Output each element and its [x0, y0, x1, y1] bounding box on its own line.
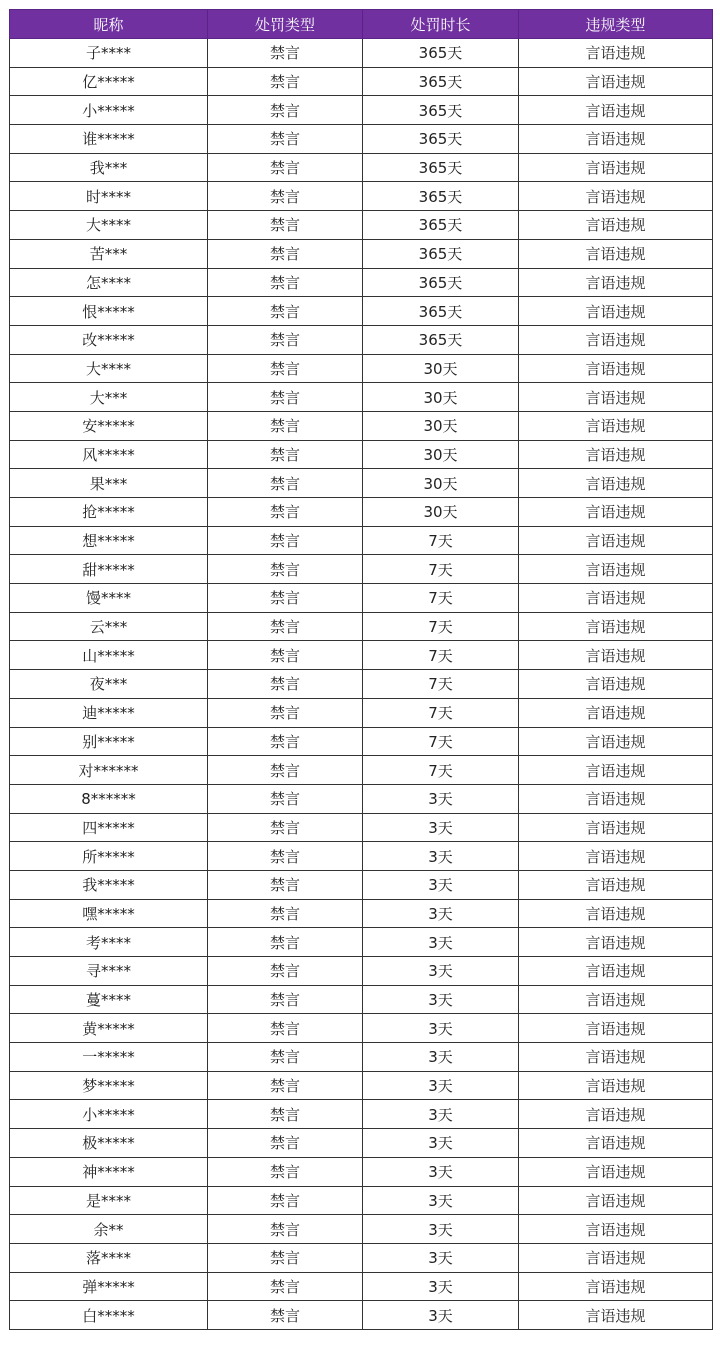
penalty-type-cell: 禁言 [208, 1215, 363, 1244]
nickname-cell: 对****** [10, 756, 208, 785]
penalty-duration-cell: 7天 [363, 555, 519, 584]
nickname-cell: 极***** [10, 1129, 208, 1158]
violation-type-cell: 言语违规 [519, 498, 713, 527]
violation-type-cell: 言语违规 [519, 239, 713, 268]
penalty-type-cell: 禁言 [208, 727, 363, 756]
nickname-cell: 神***** [10, 1157, 208, 1186]
table-row [10, 698, 713, 727]
table-row [10, 182, 713, 211]
violation-type-cell: 言语违规 [519, 440, 713, 469]
nickname-cell: 迪***** [10, 698, 208, 727]
penalty-type-cell: 禁言 [208, 526, 363, 555]
table-body [10, 39, 713, 1330]
penalty-type-cell: 禁言 [208, 411, 363, 440]
violation-type-cell: 言语违规 [519, 411, 713, 440]
table-row [10, 1272, 713, 1301]
violation-type-cell: 言语违规 [519, 325, 713, 354]
nickname-cell: 果*** [10, 469, 208, 498]
violation-type-cell: 言语违规 [519, 756, 713, 785]
penalty-duration-cell: 365天 [363, 67, 519, 96]
table-row [10, 325, 713, 354]
penalty-duration-cell: 3天 [363, 928, 519, 957]
penalty-duration-cell: 3天 [363, 1014, 519, 1043]
penalty-type-cell: 禁言 [208, 1186, 363, 1215]
penalty-duration-cell: 30天 [363, 440, 519, 469]
violation-type-cell: 言语违规 [519, 1043, 713, 1072]
violation-type-cell: 言语违规 [519, 1186, 713, 1215]
nickname-cell: 白***** [10, 1301, 208, 1330]
penalty-duration-cell: 365天 [363, 297, 519, 326]
penalty-type-cell: 禁言 [208, 1100, 363, 1129]
violation-type-cell: 言语违规 [519, 957, 713, 986]
penalty-type-cell: 禁言 [208, 125, 363, 154]
violation-type-cell: 言语违规 [519, 928, 713, 957]
penalty-duration-cell: 7天 [363, 670, 519, 699]
violation-type-cell: 言语违规 [519, 67, 713, 96]
table-row [10, 670, 713, 699]
penalty-type-cell: 禁言 [208, 1157, 363, 1186]
nickname-cell: 我***** [10, 870, 208, 899]
nickname-cell: 8****** [10, 784, 208, 813]
nickname-cell: 小***** [10, 1100, 208, 1129]
penalty-type-cell: 禁言 [208, 354, 363, 383]
table-row [10, 1243, 713, 1272]
violation-type-cell: 言语违规 [519, 1100, 713, 1129]
penalty-duration-cell: 365天 [363, 182, 519, 211]
violation-type-cell: 言语违规 [519, 1014, 713, 1043]
table-row [10, 784, 713, 813]
table-row [10, 526, 713, 555]
nickname-cell: 大*** [10, 383, 208, 412]
penalty-duration-cell: 30天 [363, 383, 519, 412]
penalty-type-cell: 禁言 [208, 239, 363, 268]
nickname-cell: 苦*** [10, 239, 208, 268]
nickname-cell: 黄***** [10, 1014, 208, 1043]
penalty-duration-cell: 365天 [363, 125, 519, 154]
nickname-cell: 大**** [10, 211, 208, 240]
table-row [10, 842, 713, 871]
penalty-type-cell: 禁言 [208, 39, 363, 68]
table-row [10, 354, 713, 383]
violation-type-cell: 言语违规 [519, 584, 713, 613]
table-row [10, 469, 713, 498]
nickname-cell: 一***** [10, 1043, 208, 1072]
violation-type-cell: 言语违规 [519, 784, 713, 813]
penalty-duration-cell: 365天 [363, 211, 519, 240]
penalty-type-cell: 禁言 [208, 383, 363, 412]
nickname-cell: 馒**** [10, 584, 208, 613]
penalty-type-cell: 禁言 [208, 268, 363, 297]
penalty-type-cell: 禁言 [208, 469, 363, 498]
header-penalty-type: 处罚类型 [208, 10, 363, 39]
violation-type-cell: 言语违规 [519, 813, 713, 842]
penalty-duration-cell: 7天 [363, 584, 519, 613]
nickname-cell: 嘿***** [10, 899, 208, 928]
table-row [10, 297, 713, 326]
penalty-duration-cell: 3天 [363, 1129, 519, 1158]
nickname-cell: 山***** [10, 641, 208, 670]
table-row [10, 153, 713, 182]
nickname-cell: 落**** [10, 1243, 208, 1272]
header-nickname: 昵称 [10, 10, 208, 39]
table-row [10, 612, 713, 641]
penalty-type-cell: 禁言 [208, 1243, 363, 1272]
violation-type-cell: 言语违规 [519, 1301, 713, 1330]
nickname-cell: 甜***** [10, 555, 208, 584]
violation-type-cell: 言语违规 [519, 96, 713, 125]
penalty-duration-cell: 3天 [363, 1043, 519, 1072]
nickname-cell: 四***** [10, 813, 208, 842]
table-row [10, 957, 713, 986]
table-row [10, 985, 713, 1014]
nickname-cell: 亿***** [10, 67, 208, 96]
violation-type-cell: 言语违规 [519, 670, 713, 699]
nickname-cell: 云*** [10, 612, 208, 641]
penalty-duration-cell: 365天 [363, 39, 519, 68]
table-row [10, 1157, 713, 1186]
penalty-type-cell: 禁言 [208, 928, 363, 957]
penalty-duration-cell: 7天 [363, 526, 519, 555]
penalty-type-cell: 禁言 [208, 842, 363, 871]
penalty-duration-cell: 3天 [363, 784, 519, 813]
penalty-duration-cell: 30天 [363, 354, 519, 383]
table-header-row [10, 10, 713, 39]
penalty-duration-cell: 3天 [363, 842, 519, 871]
violation-type-cell: 言语违规 [519, 1157, 713, 1186]
penalty-type-cell: 禁言 [208, 325, 363, 354]
penalty-type-cell: 禁言 [208, 1071, 363, 1100]
table-row [10, 125, 713, 154]
penalty-duration-cell: 365天 [363, 268, 519, 297]
table-row [10, 727, 713, 756]
table-row [10, 813, 713, 842]
nickname-cell: 大**** [10, 354, 208, 383]
header-violation-type: 违规类型 [519, 10, 713, 39]
nickname-cell: 别***** [10, 727, 208, 756]
penalty-type-cell: 禁言 [208, 899, 363, 928]
header-penalty-duration: 处罚时长 [363, 10, 519, 39]
penalty-type-cell: 禁言 [208, 1129, 363, 1158]
penalty-type-cell: 禁言 [208, 670, 363, 699]
violation-type-cell: 言语违规 [519, 641, 713, 670]
violation-type-cell: 言语违规 [519, 354, 713, 383]
violation-type-cell: 言语违规 [519, 526, 713, 555]
penalty-type-cell: 禁言 [208, 67, 363, 96]
violation-type-cell: 言语违规 [519, 1243, 713, 1272]
penalty-type-cell: 禁言 [208, 1014, 363, 1043]
penalty-type-cell: 禁言 [208, 182, 363, 211]
table-row [10, 96, 713, 125]
penalty-duration-cell: 3天 [363, 1301, 519, 1330]
penalty-type-cell: 禁言 [208, 957, 363, 986]
violation-type-cell: 言语违规 [519, 1071, 713, 1100]
table-row [10, 1186, 713, 1215]
penalty-type-cell: 禁言 [208, 211, 363, 240]
violation-type-cell: 言语违规 [519, 125, 713, 154]
penalty-type-cell: 禁言 [208, 1043, 363, 1072]
penalty-duration-cell: 3天 [363, 1186, 519, 1215]
table-row [10, 440, 713, 469]
table-row [10, 383, 713, 412]
violation-type-cell: 言语违规 [519, 469, 713, 498]
violation-type-cell: 言语违规 [519, 211, 713, 240]
nickname-cell: 抢***** [10, 498, 208, 527]
nickname-cell: 弹***** [10, 1272, 208, 1301]
penalty-type-cell: 禁言 [208, 985, 363, 1014]
penalty-duration-cell: 3天 [363, 1157, 519, 1186]
penalty-duration-cell: 7天 [363, 641, 519, 670]
penalty-duration-cell: 3天 [363, 957, 519, 986]
violation-type-cell: 言语违规 [519, 1272, 713, 1301]
nickname-cell: 想***** [10, 526, 208, 555]
table-row [10, 239, 713, 268]
table-row [10, 39, 713, 68]
table-row [10, 928, 713, 957]
violation-type-cell: 言语违规 [519, 870, 713, 899]
violation-type-cell: 言语违规 [519, 268, 713, 297]
nickname-cell: 所***** [10, 842, 208, 871]
penalty-type-cell: 禁言 [208, 784, 363, 813]
penalty-type-cell: 禁言 [208, 498, 363, 527]
table-row [10, 67, 713, 96]
penalty-duration-cell: 30天 [363, 469, 519, 498]
penalty-duration-cell: 30天 [363, 498, 519, 527]
nickname-cell: 夜*** [10, 670, 208, 699]
penalty-type-cell: 禁言 [208, 1272, 363, 1301]
penalty-duration-cell: 3天 [363, 813, 519, 842]
table-row [10, 1100, 713, 1129]
penalty-type-cell: 禁言 [208, 1301, 363, 1330]
table-row [10, 555, 713, 584]
nickname-cell: 我*** [10, 153, 208, 182]
violation-type-cell: 言语违规 [519, 842, 713, 871]
violation-type-cell: 言语违规 [519, 899, 713, 928]
penalty-duration-cell: 3天 [363, 899, 519, 928]
table-row [10, 1071, 713, 1100]
penalty-type-cell: 禁言 [208, 153, 363, 182]
penalty-duration-cell: 365天 [363, 325, 519, 354]
violation-type-cell: 言语违规 [519, 727, 713, 756]
penalty-duration-cell: 365天 [363, 239, 519, 268]
penalty-duration-cell: 3天 [363, 1100, 519, 1129]
table-row [10, 1043, 713, 1072]
penalty-duration-cell: 7天 [363, 727, 519, 756]
violation-type-cell: 言语违规 [519, 297, 713, 326]
violation-type-cell: 言语违规 [519, 985, 713, 1014]
violation-type-cell: 言语违规 [519, 383, 713, 412]
violation-type-cell: 言语违规 [519, 182, 713, 211]
nickname-cell: 寻**** [10, 957, 208, 986]
penalty-duration-cell: 3天 [363, 1243, 519, 1272]
penalty-type-cell: 禁言 [208, 584, 363, 613]
penalty-type-cell: 禁言 [208, 612, 363, 641]
penalty-duration-cell: 3天 [363, 870, 519, 899]
table-row [10, 756, 713, 785]
penalty-duration-cell: 7天 [363, 698, 519, 727]
table-row [10, 1215, 713, 1244]
nickname-cell: 子**** [10, 39, 208, 68]
penalty-type-cell: 禁言 [208, 756, 363, 785]
nickname-cell: 时**** [10, 182, 208, 211]
violation-type-cell: 言语违规 [519, 698, 713, 727]
nickname-cell: 考**** [10, 928, 208, 957]
table-row [10, 584, 713, 613]
penalty-type-cell: 禁言 [208, 440, 363, 469]
penalty-table [9, 9, 713, 1330]
penalty-type-cell: 禁言 [208, 641, 363, 670]
table-row [10, 899, 713, 928]
nickname-cell: 风***** [10, 440, 208, 469]
nickname-cell: 恨***** [10, 297, 208, 326]
penalty-duration-cell: 7天 [363, 756, 519, 785]
nickname-cell: 余** [10, 1215, 208, 1244]
nickname-cell: 怎**** [10, 268, 208, 297]
table-row [10, 498, 713, 527]
penalty-type-cell: 禁言 [208, 870, 363, 899]
penalty-type-cell: 禁言 [208, 698, 363, 727]
table-row [10, 870, 713, 899]
table-row [10, 411, 713, 440]
nickname-cell: 是**** [10, 1186, 208, 1215]
penalty-duration-cell: 3天 [363, 985, 519, 1014]
table-row [10, 268, 713, 297]
violation-type-cell: 言语违规 [519, 153, 713, 182]
nickname-cell: 谁***** [10, 125, 208, 154]
penalty-type-cell: 禁言 [208, 297, 363, 326]
violation-type-cell: 言语违规 [519, 39, 713, 68]
penalty-duration-cell: 3天 [363, 1215, 519, 1244]
violation-type-cell: 言语违规 [519, 1215, 713, 1244]
penalty-duration-cell: 3天 [363, 1272, 519, 1301]
penalty-type-cell: 禁言 [208, 96, 363, 125]
penalty-type-cell: 禁言 [208, 555, 363, 584]
penalty-duration-cell: 3天 [363, 1071, 519, 1100]
table-row [10, 1301, 713, 1330]
nickname-cell: 梦***** [10, 1071, 208, 1100]
penalty-duration-cell: 365天 [363, 96, 519, 125]
violation-type-cell: 言语违规 [519, 555, 713, 584]
nickname-cell: 改***** [10, 325, 208, 354]
violation-type-cell: 言语违规 [519, 612, 713, 641]
nickname-cell: 小***** [10, 96, 208, 125]
nickname-cell: 安***** [10, 411, 208, 440]
penalty-duration-cell: 30天 [363, 411, 519, 440]
table-row [10, 1014, 713, 1043]
violation-type-cell: 言语违规 [519, 1129, 713, 1158]
table-row [10, 1129, 713, 1158]
penalty-duration-cell: 7天 [363, 612, 519, 641]
penalty-type-cell: 禁言 [208, 813, 363, 842]
table-row [10, 641, 713, 670]
table-row [10, 211, 713, 240]
nickname-cell: 蔓**** [10, 985, 208, 1014]
penalty-duration-cell: 365天 [363, 153, 519, 182]
